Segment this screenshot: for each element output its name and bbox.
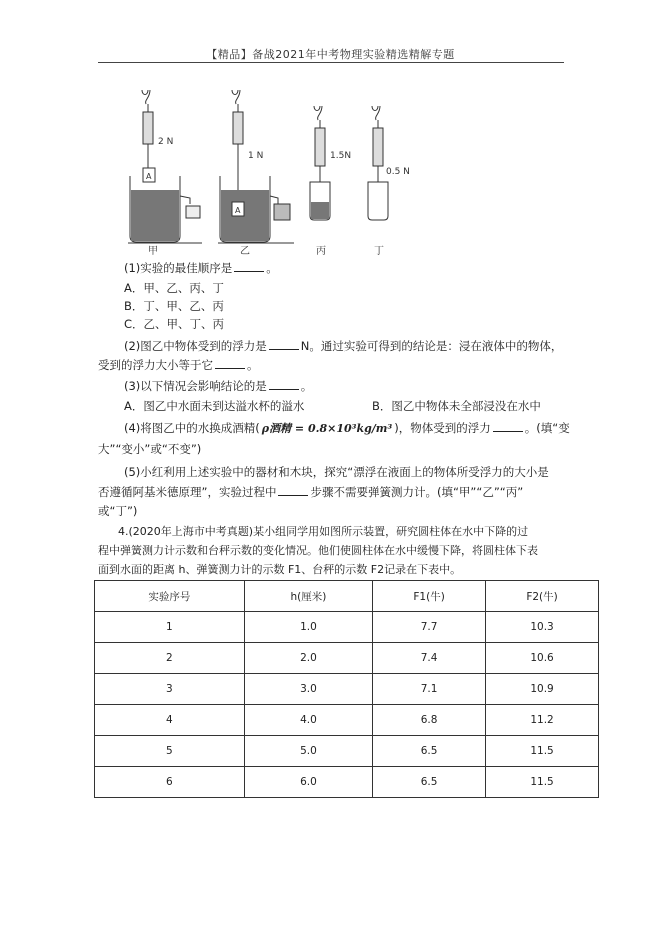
- q3-line: (3)以下情况会影响结论的是 。: [124, 379, 313, 393]
- q4-line1: (4)将图乙中的水换成酒精( ρ酒精 = 0.8×10³kg/m³ )，物体受到的浮力 。(填“变: [124, 421, 570, 435]
- cell-f1: 7.1: [373, 674, 486, 705]
- data-table: [94, 580, 599, 798]
- cell-trial: 3: [95, 674, 245, 705]
- q1-option-c: C．乙、甲、丁、丙: [124, 317, 225, 331]
- label-jia: 甲: [148, 246, 158, 256]
- setup-jia: [128, 90, 202, 243]
- answer-blank[interactable]: [234, 260, 264, 272]
- cell-h: 6.0: [244, 767, 372, 798]
- answer-blank[interactable]: [269, 378, 299, 390]
- cell-trial: 4: [95, 705, 245, 736]
- q2-line1: (2)图乙中物体受到的浮力是 N。通过实验可得到的结论是：浸在液体中的物体，: [124, 339, 563, 353]
- cell-h: 4.0: [244, 705, 372, 736]
- cell-h: 3.0: [244, 674, 372, 705]
- q3-option-b: B．图乙中物体未全部浸没在水中: [372, 399, 541, 413]
- cell-trial: 1: [95, 612, 245, 643]
- q1-option-a: A．甲、乙、丙、丁: [124, 281, 224, 295]
- label-bing: 丙: [316, 246, 326, 256]
- setup-bing: [310, 106, 330, 220]
- cell-f2: 11.5: [486, 736, 599, 767]
- cell-f1: 7.7: [373, 612, 486, 643]
- q1-line: (1)实验的最佳顺序是 。: [124, 261, 278, 275]
- reading-jia: 2 N: [158, 137, 174, 147]
- header-h: h(厘米): [244, 581, 372, 612]
- cell-h: 5.0: [244, 736, 372, 767]
- table-row: [95, 674, 599, 705]
- setup-yi: [218, 90, 294, 243]
- problem4-line2: 程中弹簧测力计示数和台秤示数的变化情况。他们使圆柱体在水中缓慢下降，将圆柱体下表: [98, 544, 538, 557]
- table-row: [95, 643, 599, 674]
- setup-ding: [368, 106, 388, 220]
- cell-f2: 11.5: [486, 767, 599, 798]
- block-label-jia: A: [146, 172, 152, 181]
- q3-option-a: A．图乙中水面未到达溢水杯的溢水: [124, 399, 305, 413]
- reading-bing: 1.5N: [330, 151, 352, 161]
- answer-blank[interactable]: [493, 420, 523, 432]
- answer-blank[interactable]: [269, 338, 299, 350]
- cell-f2: 10.3: [486, 612, 599, 643]
- table-row: [95, 705, 599, 736]
- cell-f1: 6.8: [373, 705, 486, 736]
- cell-trial: 5: [95, 736, 245, 767]
- experiment-figure: [120, 86, 420, 256]
- cell-f1: 6.5: [373, 736, 486, 767]
- label-ding: 丁: [374, 246, 384, 256]
- cell-f1: 6.5: [373, 767, 486, 798]
- cell-h: 2.0: [244, 643, 372, 674]
- q5-line2: 否遵循阿基米德原理”，实验过程中 步骤不需要弹簧测力计。(填“甲”“乙”“丙”: [98, 485, 524, 499]
- reading-ding: 0.5 N: [386, 167, 410, 177]
- cell-trial: 2: [95, 643, 245, 674]
- problem4-line3: 面到水面的距离 h、弹簧测力计的示数 F1、台秤的示数 F2记录在下表中。: [98, 563, 462, 576]
- label-yi: 乙: [240, 246, 250, 256]
- q4-line2: 大”“变小”或“不变”): [98, 442, 202, 456]
- header-f1: F1(牛): [373, 581, 486, 612]
- reading-yi: 1 N: [248, 151, 264, 161]
- cell-h: 1.0: [244, 612, 372, 643]
- answer-blank[interactable]: [278, 484, 308, 496]
- cell-trial: 6: [95, 767, 245, 798]
- q5-line3: 或“丁”): [98, 504, 138, 518]
- cell-f2: 11.2: [486, 705, 599, 736]
- cell-f2: 10.6: [486, 643, 599, 674]
- problem4-line1: 4.(2020年上海市中考真题)某小组同学用如图所示装置，研究圆柱体在水中下降的过: [118, 525, 529, 538]
- header-f2: F2(牛): [486, 581, 599, 612]
- table-row: [95, 767, 599, 798]
- q1-option-b: B．丁、甲、乙、丙: [124, 299, 224, 313]
- answer-blank[interactable]: [215, 357, 245, 369]
- table-header-row: [95, 581, 599, 612]
- block-label-yi: A: [235, 206, 241, 215]
- cell-f1: 7.4: [373, 643, 486, 674]
- density-formula: ρ酒精 = 0.8×10³kg/m³: [261, 422, 393, 435]
- header-rule: [98, 62, 564, 63]
- table-row: [95, 612, 599, 643]
- cell-f2: 10.9: [486, 674, 599, 705]
- header-trial: 实验序号: [95, 581, 245, 612]
- table-row: [95, 736, 599, 767]
- q5-line1: (5)小红利用上述实验中的器材和木块，探究“漂浮在液面上的物体所受浮力的大小是: [124, 465, 549, 479]
- q2-line2: 受到的浮力大小等于它 。: [98, 358, 259, 372]
- page-header: 【精品】备战2021年中考物理实验精选精解专题: [206, 48, 455, 61]
